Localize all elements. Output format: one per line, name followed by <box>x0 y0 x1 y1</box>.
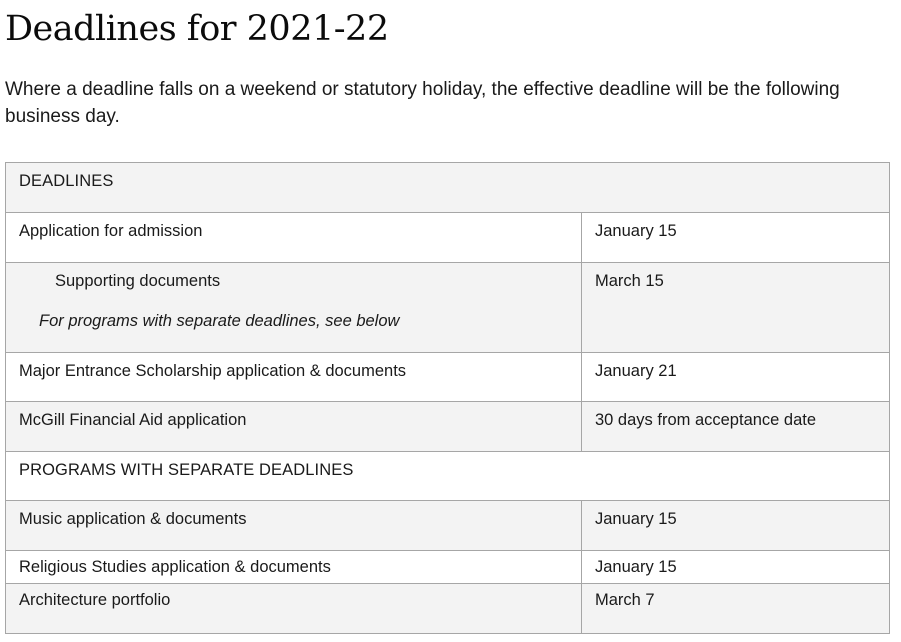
row-label-cell <box>6 584 582 634</box>
row-label-cell <box>6 263 582 353</box>
section-header-row <box>6 452 890 501</box>
row-label: Music application & documents <box>19 510 247 528</box>
row-date: January 21 <box>595 362 677 380</box>
row-date: January 15 <box>595 510 677 528</box>
row-label-cell <box>6 501 582 551</box>
row-date: 30 days from acceptance date <box>595 411 817 429</box>
row-date: January 15 <box>595 222 677 240</box>
row-label: Supporting documents <box>55 272 221 290</box>
row-label: McGill Financial Aid application <box>19 411 247 429</box>
row-note: For programs with separate deadlines, see below <box>39 312 400 330</box>
row-label-cell <box>6 402 582 452</box>
row-label: Religious Studies application & documents <box>19 558 331 576</box>
row-label-cell <box>6 353 582 402</box>
row-label: Architecture portfolio <box>19 591 171 609</box>
deadlines-table <box>5 162 890 634</box>
table-row <box>6 584 890 634</box>
section-header-cell <box>6 163 890 213</box>
section-header-cell <box>6 452 890 501</box>
row-date-cell <box>582 501 890 551</box>
table-row <box>6 263 890 353</box>
section-header-separate-deadlines: PROGRAMS WITH SEPARATE DEADLINES <box>19 461 354 479</box>
table-row <box>6 551 890 584</box>
row-date-cell <box>582 402 890 452</box>
table-row <box>6 501 890 551</box>
row-date: January 15 <box>595 558 677 576</box>
section-header-deadlines: DEADLINES <box>19 172 114 190</box>
row-label-cell <box>6 213 582 263</box>
row-date-cell <box>582 263 890 353</box>
page-title: Deadlines for 2021-22 <box>5 9 389 49</box>
row-date: March 7 <box>595 591 655 609</box>
table-row <box>6 402 890 452</box>
row-date-cell <box>582 353 890 402</box>
row-date: March 15 <box>595 272 664 290</box>
row-label-cell <box>6 551 582 584</box>
row-label: Major Entrance Scholarship application & documents <box>19 362 407 380</box>
table-row <box>6 213 890 263</box>
row-date-cell <box>582 213 890 263</box>
row-label: Application for admission <box>19 222 203 240</box>
row-date-cell <box>582 551 890 584</box>
section-header-row <box>6 163 890 213</box>
table-row <box>6 353 890 402</box>
intro-paragraph: Where a deadline falls on a weekend or statutory holiday, the effective deadline will be the following business day. <box>5 79 840 127</box>
row-date-cell <box>582 584 890 634</box>
